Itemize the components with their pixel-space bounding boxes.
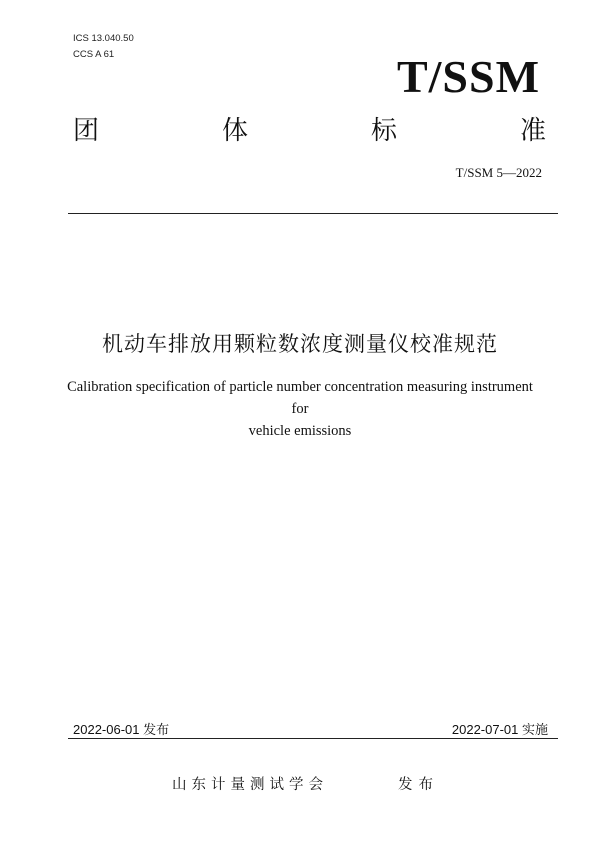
ics-code: ICS 13.040.50: [73, 33, 134, 44]
issue-label: 发布: [398, 777, 439, 793]
issue-date: 2022-06-01 发布: [73, 722, 170, 737]
standard-type-char: 标: [370, 116, 397, 146]
title-english-line: Calibration specification of particle number concentration measuring instrument for: [67, 379, 533, 417]
bottom-divider: [68, 738, 558, 739]
ccs-code: CCS A 61: [73, 49, 115, 60]
standard-number: T/SSM 5—2022: [455, 165, 542, 180]
title-english: [60, 376, 540, 442]
title-english-line: vehicle emissions: [248, 423, 352, 439]
standard-logo: T/SSM: [396, 51, 540, 102]
title-chinese: 机动车排放用颗粒数浓度测量仪校准规范: [102, 332, 498, 356]
top-divider: [68, 213, 558, 214]
issuing-organization: 山东计量测试学会: [172, 777, 328, 793]
standard-type-char: 体: [221, 116, 248, 146]
standard-type: [73, 116, 546, 146]
standard-type-char: 团: [73, 116, 100, 146]
implementation-date: 2022-07-01 实施: [451, 722, 548, 737]
classification-codes: [73, 31, 134, 63]
standard-type-char: 准: [519, 116, 546, 146]
